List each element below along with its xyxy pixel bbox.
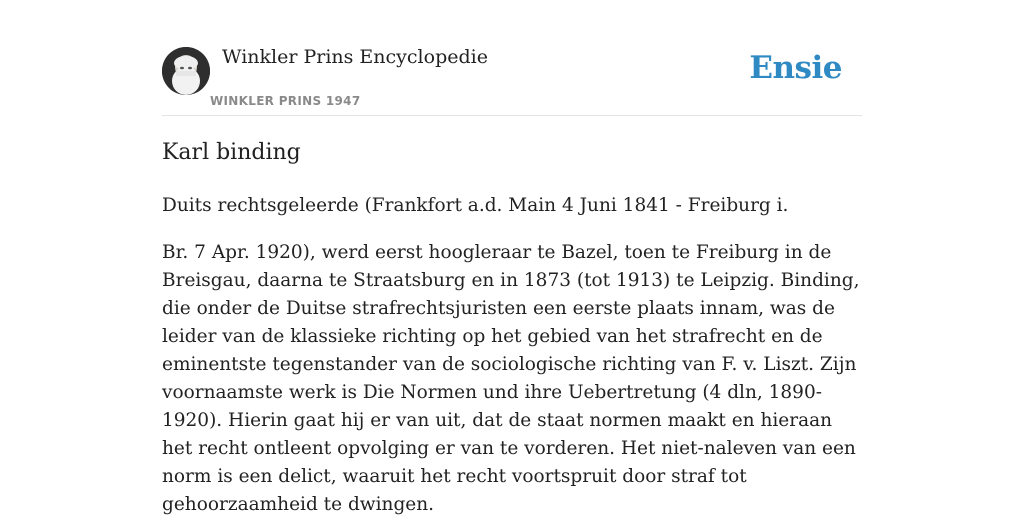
ensie-logo-link[interactable]: Ensie (749, 50, 842, 86)
publication-title[interactable]: Winkler Prins Encyclopedie (222, 46, 488, 68)
bearded-man-portrait-icon (162, 47, 210, 95)
article-title: Karl binding (162, 140, 301, 165)
article-paragraph: Duits rechtsgeleerde (Frankfort a.d. Main 4 Juni 1841 - Freiburg i. (162, 195, 789, 216)
publication-subtitle: WINKLER PRINS 1947 (210, 94, 361, 108)
publication-header (162, 0, 862, 116)
page-container (162, 0, 862, 515)
article-paragraph: Br. 7 Apr. 1920), werd eerst hoogleraar te Bazel, toen te Freiburg in de Breisgau, daarna te Straatsburg en in 1873 (tot 1913) te Leipzig. Binding, die onder de Duitse strafrechtsjuristen een eerste plaats innam, was de leider van de klassieke richting op het gebied van het strafrecht en de eminentste tegenstander van de sociologische richting van F. v. Liszt. Zijn voornaamste werk is Die Normen und ihre Uebertretung (4 dln, 1890-1920). Hierin gaat hij er van uit, dat de staat normen maakt en hieraan het recht ontleent opvolging er van te vorderen. Het niet-naleven van een norm is een delict, waaruit het recht voortspruit door straf tot gehoorzaamheid te dwingen. (162, 242, 860, 515)
publication-avatar-icon[interactable] (162, 47, 210, 95)
